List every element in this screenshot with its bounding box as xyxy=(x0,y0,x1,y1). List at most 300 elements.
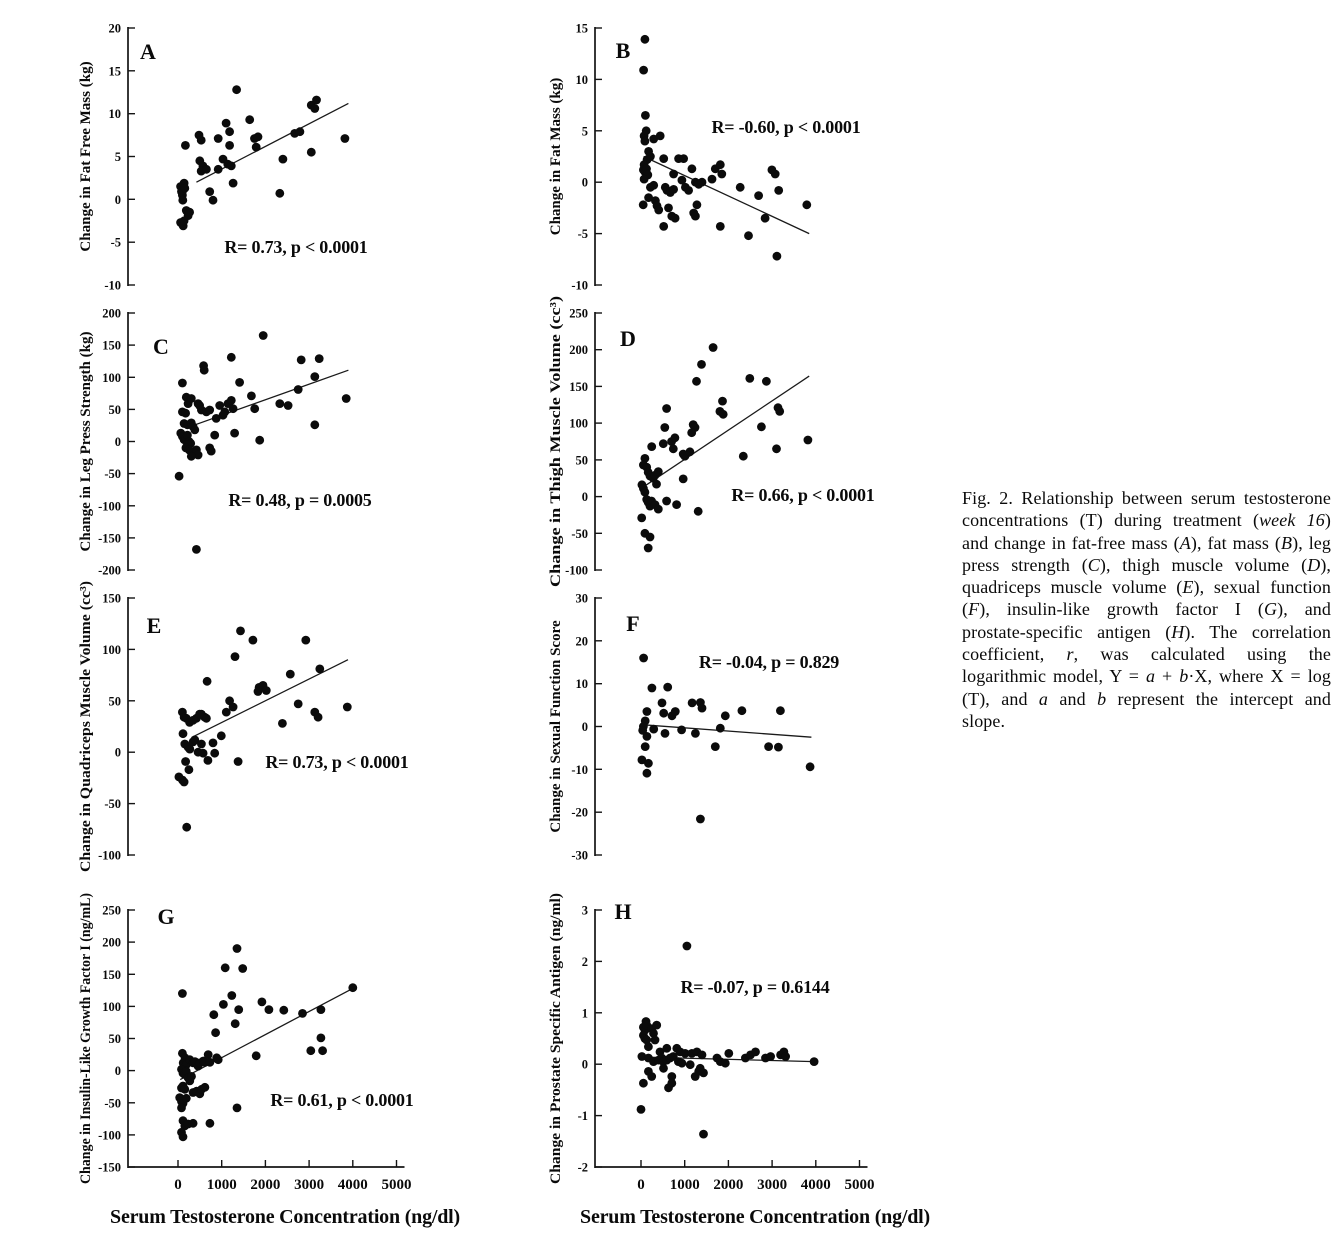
data-point xyxy=(716,222,725,231)
data-point xyxy=(667,1079,676,1088)
scatter-plot-leg-press-strength xyxy=(50,300,450,585)
y-axis-label: Change in Insulin-Like Growth Factor I (ng/mL) xyxy=(78,870,94,1184)
trend-line xyxy=(645,376,809,486)
y-tick-label: -10 xyxy=(571,762,588,777)
y-tick-label: 0 xyxy=(581,1057,588,1072)
data-point xyxy=(649,181,658,190)
stats-annotation: R= 0.66, p < 0.0001 xyxy=(731,485,875,505)
data-point xyxy=(687,428,696,437)
data-point xyxy=(206,1119,215,1128)
y-tick-label: 10 xyxy=(575,677,588,692)
x-tick-label: 2000 xyxy=(713,1177,744,1193)
x-tick-label: 0 xyxy=(637,1177,645,1193)
data-point xyxy=(236,627,245,636)
y-tick-label: 2 xyxy=(581,954,588,969)
data-point xyxy=(711,742,720,751)
x-tick-label: 3000 xyxy=(294,1177,325,1193)
data-point xyxy=(232,85,241,94)
data-point xyxy=(203,677,212,686)
data-point xyxy=(315,354,324,363)
data-point xyxy=(200,366,209,375)
y-tick-label: 150 xyxy=(102,591,121,606)
data-point xyxy=(771,170,780,179)
data-point xyxy=(275,189,284,198)
y-tick-label: 30 xyxy=(575,591,588,606)
data-point xyxy=(698,178,707,187)
data-point xyxy=(235,378,244,387)
data-point xyxy=(247,392,256,401)
data-point xyxy=(683,942,692,951)
y-tick-label: -100 xyxy=(98,499,121,514)
data-point xyxy=(643,732,652,741)
caption-text: ·X, where X = log (T), and xyxy=(962,666,1331,709)
scatter-plot-thigh-volume xyxy=(520,300,920,585)
data-point xyxy=(180,184,189,193)
data-point xyxy=(659,439,668,448)
data-point xyxy=(297,356,306,365)
data-point xyxy=(719,410,728,419)
data-point xyxy=(669,170,678,179)
data-point xyxy=(214,1055,223,1064)
y-axis-label: Change in Quadriceps Muscle Volume (cc³) xyxy=(78,595,94,872)
data-point xyxy=(721,711,730,720)
data-point xyxy=(180,1085,189,1094)
data-point xyxy=(227,991,236,1000)
data-point xyxy=(641,137,650,146)
data-point xyxy=(187,1072,196,1081)
data-point xyxy=(738,706,747,715)
data-point xyxy=(252,1051,261,1060)
data-point xyxy=(647,442,656,451)
data-point xyxy=(262,686,271,695)
data-point xyxy=(806,762,815,771)
data-point xyxy=(642,126,651,135)
caption-italic-text: B xyxy=(1281,532,1293,553)
data-point xyxy=(222,708,231,717)
y-tick-label: 50 xyxy=(108,694,121,709)
data-point xyxy=(217,731,226,740)
y-axis xyxy=(578,904,602,1175)
data-point xyxy=(652,1021,661,1030)
y-axis-label: Change in Sexual Function Score xyxy=(548,620,564,833)
data-point xyxy=(772,444,781,453)
data-point xyxy=(258,998,267,1007)
data-point xyxy=(180,216,189,225)
data-point xyxy=(757,422,766,431)
data-point xyxy=(222,119,231,128)
data-point xyxy=(234,757,243,766)
caption-text: Fig. 2. Relationship between serum testosterone concentrations (T) during treatment ( xyxy=(962,488,1331,531)
data-point xyxy=(195,710,204,719)
data-point xyxy=(279,1006,288,1015)
data-point xyxy=(679,154,688,163)
x-tick-label: 0 xyxy=(174,1177,182,1193)
x-tick-label: 5000 xyxy=(381,1177,412,1193)
data-point xyxy=(654,206,663,215)
data-point xyxy=(296,127,305,136)
data-point xyxy=(679,475,688,484)
data-point xyxy=(660,423,669,432)
caption-italic-text: H xyxy=(1171,621,1185,642)
data-point xyxy=(192,545,201,554)
data-point xyxy=(671,433,680,442)
data-point xyxy=(762,377,771,386)
data-point xyxy=(317,1034,326,1043)
scatter-points xyxy=(175,331,351,554)
scatter-points xyxy=(175,944,357,1141)
y-tick-label: 50 xyxy=(108,1032,121,1046)
data-point xyxy=(643,769,652,778)
data-point xyxy=(219,1000,228,1009)
caption-italic-text: r xyxy=(1066,644,1074,665)
panel-letter: G xyxy=(157,904,175,929)
data-point xyxy=(745,374,754,383)
data-point xyxy=(265,1005,274,1014)
data-point xyxy=(659,222,668,231)
data-point xyxy=(197,136,206,145)
data-point xyxy=(641,111,650,120)
data-point xyxy=(654,467,663,476)
data-point xyxy=(181,141,190,150)
stats-annotation: R= -0.60, p < 0.0001 xyxy=(711,117,861,137)
data-point xyxy=(774,743,783,752)
data-point xyxy=(677,726,686,735)
data-point xyxy=(709,343,718,352)
x-tick-label: 2000 xyxy=(250,1177,281,1193)
scatter-points xyxy=(176,85,349,230)
scatter-points xyxy=(637,942,819,1139)
y-axis-label: Change in Fat Mass (kg) xyxy=(548,77,564,236)
y-tick-label: -100 xyxy=(98,848,121,863)
data-point xyxy=(684,186,693,195)
y-axis xyxy=(571,592,602,863)
data-point xyxy=(317,1005,326,1014)
trend-line xyxy=(193,660,348,737)
scatter-points xyxy=(639,35,811,261)
data-point xyxy=(761,214,770,223)
data-point xyxy=(804,436,813,445)
data-point xyxy=(775,407,784,416)
x-tick-label: 1000 xyxy=(669,1177,700,1193)
data-point xyxy=(751,1048,760,1057)
data-point xyxy=(245,115,254,124)
y-tick-label: 100 xyxy=(102,642,121,657)
data-point xyxy=(238,964,247,973)
data-point xyxy=(233,1104,242,1113)
data-point xyxy=(343,703,352,712)
scatter-plot-igf1 xyxy=(50,870,450,1200)
y-tick-label: -2 xyxy=(577,1160,588,1175)
stats-annotation: R= 0.73, p < 0.0001 xyxy=(224,237,368,257)
stats-annotation: R= 0.61, p < 0.0001 xyxy=(270,1090,414,1110)
y-tick-label: -50 xyxy=(104,797,121,812)
panel-letter: A xyxy=(140,39,156,64)
y-tick-label: 0 xyxy=(581,490,588,505)
panel-letter: D xyxy=(620,326,636,351)
data-point xyxy=(661,729,670,738)
data-point xyxy=(716,160,725,169)
panel-letter: B xyxy=(615,38,631,63)
data-point xyxy=(275,399,284,408)
data-point xyxy=(190,426,199,435)
data-point xyxy=(692,377,701,386)
caption-text: ), fat mass ( xyxy=(1190,532,1281,553)
data-point xyxy=(736,183,745,192)
y-tick-label: 0 xyxy=(114,1064,121,1079)
data-point xyxy=(776,706,785,715)
data-point xyxy=(637,1105,646,1114)
x-axis xyxy=(128,1160,412,1193)
data-point xyxy=(315,665,324,674)
data-point xyxy=(639,200,648,209)
data-point xyxy=(637,514,646,523)
caption-text: ), thigh muscle volume ( xyxy=(1099,554,1308,575)
data-point xyxy=(278,719,287,728)
panel-F xyxy=(520,585,920,870)
data-point xyxy=(230,429,239,438)
data-point xyxy=(672,500,681,509)
data-point xyxy=(639,66,648,75)
data-point xyxy=(810,1057,819,1066)
data-point xyxy=(656,132,665,141)
data-point xyxy=(659,1064,668,1073)
y-tick-label: -150 xyxy=(98,1160,121,1175)
y-tick-label: 150 xyxy=(569,379,588,394)
y-tick-label: 0 xyxy=(581,175,588,190)
scatter-plot-fat-mass xyxy=(520,15,920,300)
data-point xyxy=(312,96,321,105)
y-tick-label: 1 xyxy=(581,1006,588,1021)
data-point xyxy=(663,683,672,692)
scatter-plot-quadriceps-volume xyxy=(50,585,450,870)
x-tick-label: 3000 xyxy=(757,1177,788,1193)
y-tick-label: 150 xyxy=(102,967,121,982)
data-point xyxy=(659,154,668,163)
data-point xyxy=(659,709,668,718)
data-point xyxy=(647,1072,656,1081)
stats-annotation: R= 0.73, p < 0.0001 xyxy=(265,752,409,772)
caption-text: ), quadriceps muscle volume ( xyxy=(962,554,1331,598)
data-point xyxy=(214,134,223,143)
figure-caption xyxy=(962,487,1331,732)
scatter-plot-fat-free-mass xyxy=(50,15,450,300)
data-point xyxy=(697,360,706,369)
y-tick-label: 5 xyxy=(581,124,588,139)
scatter-points xyxy=(638,654,815,824)
data-point xyxy=(204,1050,213,1059)
y-tick-label: 20 xyxy=(575,634,588,649)
panel-letter: H xyxy=(614,899,632,924)
stats-annotation: R= -0.07, p = 0.6144 xyxy=(680,977,830,997)
caption-italic-text: F xyxy=(968,599,980,620)
caption-text: ), and prostate-specific antigen ( xyxy=(962,599,1331,642)
data-point xyxy=(691,212,700,221)
x-tick-label: 1000 xyxy=(206,1177,237,1193)
panel-letter: C xyxy=(153,334,169,359)
y-tick-label: 100 xyxy=(569,416,588,431)
caption-italic-text: a xyxy=(1038,688,1049,709)
data-point xyxy=(694,1067,703,1076)
caption-italic-text: E xyxy=(1182,577,1194,598)
data-point xyxy=(721,1059,730,1068)
y-tick-label: 200 xyxy=(569,343,588,358)
caption-text: ), insulin-like growth factor I ( xyxy=(979,599,1264,620)
y-tick-label: 10 xyxy=(575,72,588,87)
x-tick-label: 5000 xyxy=(844,1177,875,1193)
data-point xyxy=(669,444,678,453)
data-point xyxy=(231,1019,240,1028)
x-axis xyxy=(595,1160,875,1193)
y-tick-label: 50 xyxy=(108,402,121,417)
caption-text: ), sexual function ( xyxy=(962,577,1331,620)
data-point xyxy=(255,436,264,445)
caption-text: represent the intercept and slope. xyxy=(962,688,1331,731)
y-tick-label: 10 xyxy=(108,107,121,122)
data-point xyxy=(310,372,319,381)
data-point xyxy=(640,175,649,184)
data-point xyxy=(744,231,753,240)
data-point xyxy=(766,1052,775,1061)
x-tick-label: 4000 xyxy=(337,1177,368,1193)
panel-C xyxy=(50,300,450,585)
data-point xyxy=(646,152,655,161)
scatter-plot-sexual-function xyxy=(520,585,920,870)
y-tick-label: -1 xyxy=(577,1109,588,1124)
y-tick-label: 20 xyxy=(108,21,121,36)
caption-italic-text: D xyxy=(1307,554,1321,575)
data-point xyxy=(180,778,189,787)
data-point xyxy=(204,756,213,765)
data-point xyxy=(773,252,782,261)
data-point xyxy=(177,1104,186,1113)
data-point xyxy=(229,404,238,413)
data-point xyxy=(774,186,783,195)
y-tick-label: -150 xyxy=(98,531,121,546)
y-axis xyxy=(565,307,602,578)
data-point xyxy=(225,141,234,150)
caption-italic-text: A xyxy=(1179,532,1191,553)
data-point xyxy=(686,1060,695,1069)
scatter-points xyxy=(175,627,352,832)
y-tick-label: 0 xyxy=(114,435,121,449)
y-tick-label: -5 xyxy=(110,235,121,250)
caption-text: ), leg press strength ( xyxy=(962,532,1331,575)
data-point xyxy=(231,652,240,661)
y-tick-label: -10 xyxy=(104,278,121,293)
data-point xyxy=(708,175,717,184)
y-tick-label: 0 xyxy=(114,192,121,207)
y-tick-label: -100 xyxy=(565,563,588,578)
data-point xyxy=(644,759,653,768)
data-point xyxy=(201,1083,210,1092)
data-point xyxy=(179,729,188,738)
data-point xyxy=(693,200,702,209)
data-point xyxy=(227,396,236,405)
data-point xyxy=(229,179,238,188)
panel-A xyxy=(50,15,450,300)
data-point xyxy=(699,1130,708,1139)
y-tick-label: -100 xyxy=(98,1128,121,1143)
data-point xyxy=(205,406,214,415)
data-point xyxy=(214,165,223,174)
data-point xyxy=(754,191,763,200)
stats-annotation: R= -0.04, p = 0.829 xyxy=(698,652,840,672)
data-point xyxy=(178,196,187,205)
data-point xyxy=(649,725,658,734)
data-point xyxy=(279,155,288,164)
data-point xyxy=(225,127,234,136)
data-point xyxy=(234,1005,243,1014)
data-point xyxy=(207,447,216,456)
left-panel-column xyxy=(50,15,450,1200)
data-point xyxy=(181,757,190,766)
y-tick-label: -10 xyxy=(571,278,588,293)
data-point xyxy=(641,742,650,751)
data-point xyxy=(698,1051,707,1060)
y-tick-label: -30 xyxy=(571,848,588,863)
data-point xyxy=(179,1132,188,1141)
data-point xyxy=(227,353,236,362)
caption-text: , was calculated using the logarithmic model, Y = xyxy=(962,644,1331,687)
data-point xyxy=(310,104,319,113)
data-point xyxy=(197,740,206,749)
data-point xyxy=(286,670,295,679)
data-point xyxy=(301,636,310,645)
y-axis xyxy=(98,904,135,1175)
data-point xyxy=(178,989,187,998)
y-tick-label: 150 xyxy=(102,338,121,353)
caption-italic-text: b xyxy=(1179,666,1189,687)
data-point xyxy=(307,148,316,157)
data-point xyxy=(210,749,219,758)
y-tick-label: 250 xyxy=(569,306,588,321)
caption-italic-text: week 16 xyxy=(1259,510,1325,531)
data-point xyxy=(662,1044,671,1053)
data-point xyxy=(669,185,678,194)
data-point xyxy=(694,507,703,516)
y-tick-label: -5 xyxy=(577,227,588,242)
panel-D xyxy=(520,300,920,585)
data-point xyxy=(318,1046,327,1055)
data-point xyxy=(639,654,648,663)
data-point xyxy=(691,729,700,738)
x-axis-title-left: Serum Testosterone Concentration (ng/dl) xyxy=(110,1206,460,1228)
data-point xyxy=(678,1059,687,1068)
data-point xyxy=(718,397,727,406)
data-point xyxy=(210,431,219,440)
data-point xyxy=(310,420,319,429)
y-tick-label: -50 xyxy=(104,1096,121,1111)
data-point xyxy=(294,385,303,394)
data-point xyxy=(652,480,661,489)
data-point xyxy=(688,699,697,708)
caption-text: and xyxy=(1048,688,1098,709)
data-point xyxy=(348,983,357,992)
data-point xyxy=(671,707,680,716)
data-point xyxy=(250,404,259,413)
panel-H xyxy=(520,870,920,1200)
data-point xyxy=(724,1049,733,1058)
data-point xyxy=(254,687,263,696)
data-point xyxy=(639,1079,648,1088)
data-point xyxy=(641,35,650,44)
data-point xyxy=(662,497,671,506)
y-axis-label: Change in Prostate Specific Antigen (ng/ml) xyxy=(548,903,564,1184)
y-tick-label: 100 xyxy=(102,370,121,385)
data-point xyxy=(175,472,184,481)
data-point xyxy=(342,394,351,403)
data-point xyxy=(658,699,667,708)
